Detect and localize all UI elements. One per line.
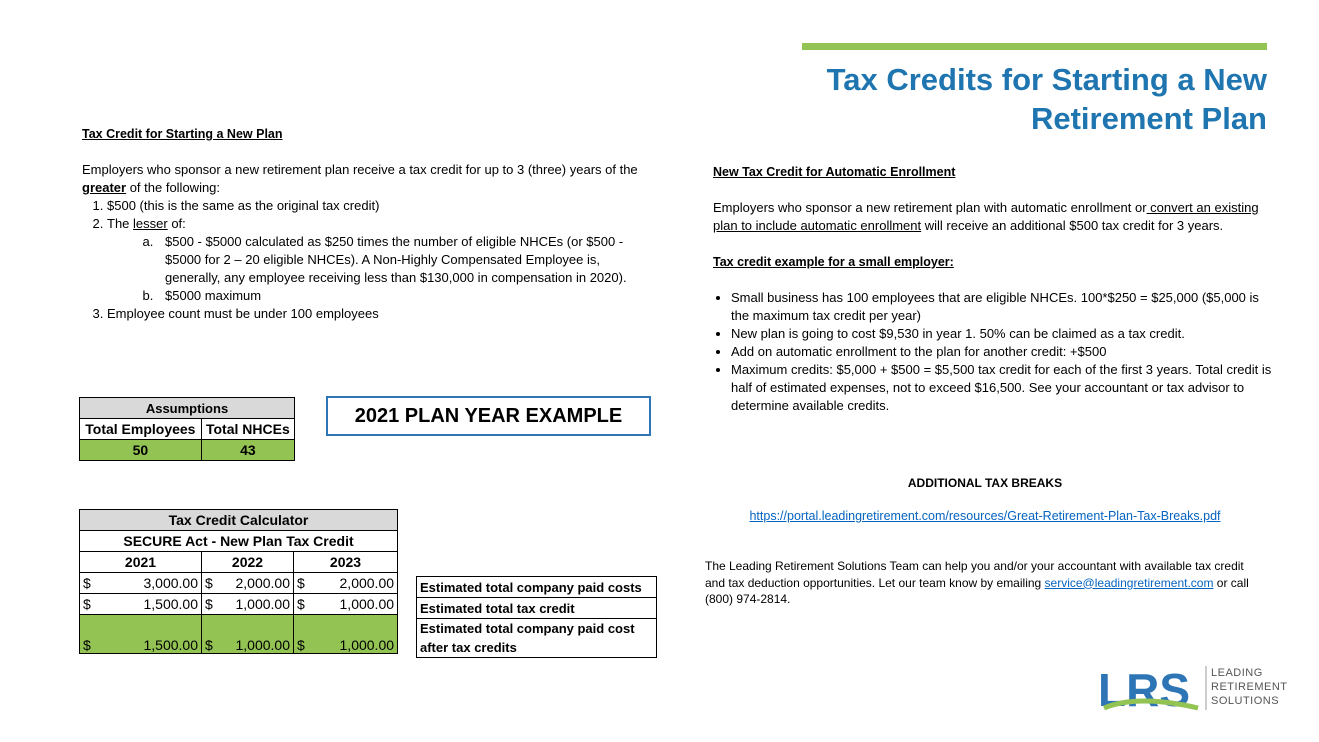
tax-breaks-link[interactable]: https://portal.leadingretirement.com/resources/Great-Retirement-Plan-Tax-Breaks.pdf (749, 509, 1221, 523)
table-row (80, 594, 398, 615)
table-cell: $ 1,500.00 (80, 615, 202, 654)
list-item: • New plan is going to cost $9,530 in year 1. 50% can be claimed as a tax credit. (731, 325, 1273, 343)
calculator-row-labels (416, 576, 657, 658)
table-cell: $ 1,000.00 (202, 615, 294, 654)
row-label: Estimated total company paid cost after tax credits (417, 619, 657, 658)
example-heading: Tax credit example for a small employer: (713, 255, 954, 269)
row-label: Estimated total company paid costs (417, 577, 657, 598)
col-total-nhces: Total NHCEs (201, 419, 294, 440)
list-item: 3. Employee count must be under 100 employees (107, 305, 647, 323)
sub-list (107, 233, 647, 305)
criteria-list (82, 197, 647, 323)
list-item: b. $5000 maximum (157, 287, 647, 305)
year-header: 2022 (202, 552, 294, 573)
table-cell: $ 1,500.00 (80, 594, 202, 615)
lrs-logo (1098, 664, 1293, 714)
page-title: Tax Credits for Starting a New Retirement Plan (826, 62, 1267, 136)
example-bullets (713, 289, 1273, 415)
list-item: • Add on automatic enrollment to the plan for another credit: +$500 (731, 343, 1273, 361)
auto-enroll-heading: New Tax Credit for Automatic Enrollment (713, 165, 956, 179)
list-item: a. $500 - $5000 calculated as $250 times the number of eligible NHCEs (or $500 - $5000 for 2 – 20 eligible NHCEs). A Non-Highly Compensated Employee is, generally, any employee receiving less than $130,000 in compensation in 2020). (157, 233, 647, 287)
table-cell: $ 2,000.00 (294, 573, 398, 594)
auto-enroll-paragraph: Employers who sponsor a new retirement plan with automatic enrollment or convert an existing plan to include automatic enrollment will receive an additional $500 tax credit for 3 years. (713, 200, 1259, 233)
total-nhces-value: 43 (201, 440, 294, 461)
list-item: 2. The lesser of: a. $500 - $5000 calculated as $250 times the number of eligible NHCEs (or $500 - $5000 for 2 – 20 eligible NHCEs). A Non-Highly Compensated Employee is, generally, any employee receiving less than $130,000 in compensation in 2020). b. $5000 maximum (107, 215, 647, 305)
list-item: • Small business has 100 employees that are eligible NHCEs. 100*$250 = $25,000 ($5,000 is the maximum tax credit per year) (731, 289, 1273, 325)
table-row (80, 573, 398, 594)
svg-text:LRS: LRS (1098, 664, 1190, 714)
table-cell: $ 1,000.00 (202, 594, 294, 615)
email-link[interactable]: service@leadingretirement.com (1044, 575, 1214, 590)
table-cell: $ 3,000.00 (80, 573, 202, 594)
row-label: Estimated total tax credit (417, 598, 657, 619)
col-total-employees: Total Employees (80, 419, 202, 440)
list-item: • Maximum credits: $5,000 + $500 = $5,500 tax credit for each of the first 3 years. Total credit is half of estimated expenses, not to exceed $16,500. See your accountant or tax advisor to determine available credits. (731, 361, 1273, 415)
left-intro: Employers who sponsor a new retirement plan receive a tax credit for up to 3 (three) years of the greater of the following: (82, 162, 638, 195)
right-section (713, 163, 1273, 415)
total-employees-value: 50 (80, 440, 202, 461)
additional-tax-breaks-heading: ADDITIONAL TAX BREAKS (907, 476, 1063, 490)
table-cell: $ 1,000.00 (294, 594, 398, 615)
year-header: 2021 (80, 552, 202, 573)
calculator-title: Tax Credit Calculator (80, 510, 398, 531)
assumptions-header: Assumptions (80, 398, 295, 419)
table-cell: $ 2,000.00 (202, 573, 294, 594)
logo-wordmark: LEADING RETIREMENT SOLUTIONS (1211, 667, 1288, 707)
title-accent-bar (802, 43, 1267, 50)
calculator-subtitle: SECURE Act - New Plan Tax Credit (80, 531, 398, 552)
contact-paragraph: The Leading Retirement Solutions Team can help you and/or your accountant with available tax credit and tax deduction opportunities. Let our team know by emailing service@leadingretirement.com or call (800) 974-2814. (705, 559, 1249, 606)
year-header: 2023 (294, 552, 398, 573)
left-heading: Tax Credit for Starting a New Plan (82, 127, 283, 141)
left-section (82, 125, 647, 323)
table-row (80, 615, 398, 654)
table-cell: $ 1,000.00 (294, 615, 398, 654)
assumptions-table (79, 397, 295, 461)
tax-credit-calculator (79, 509, 398, 654)
plan-year-example-box: 2021 PLAN YEAR EXAMPLE (326, 396, 651, 436)
list-item: 1. $500 (this is the same as the original tax credit) (107, 197, 647, 215)
